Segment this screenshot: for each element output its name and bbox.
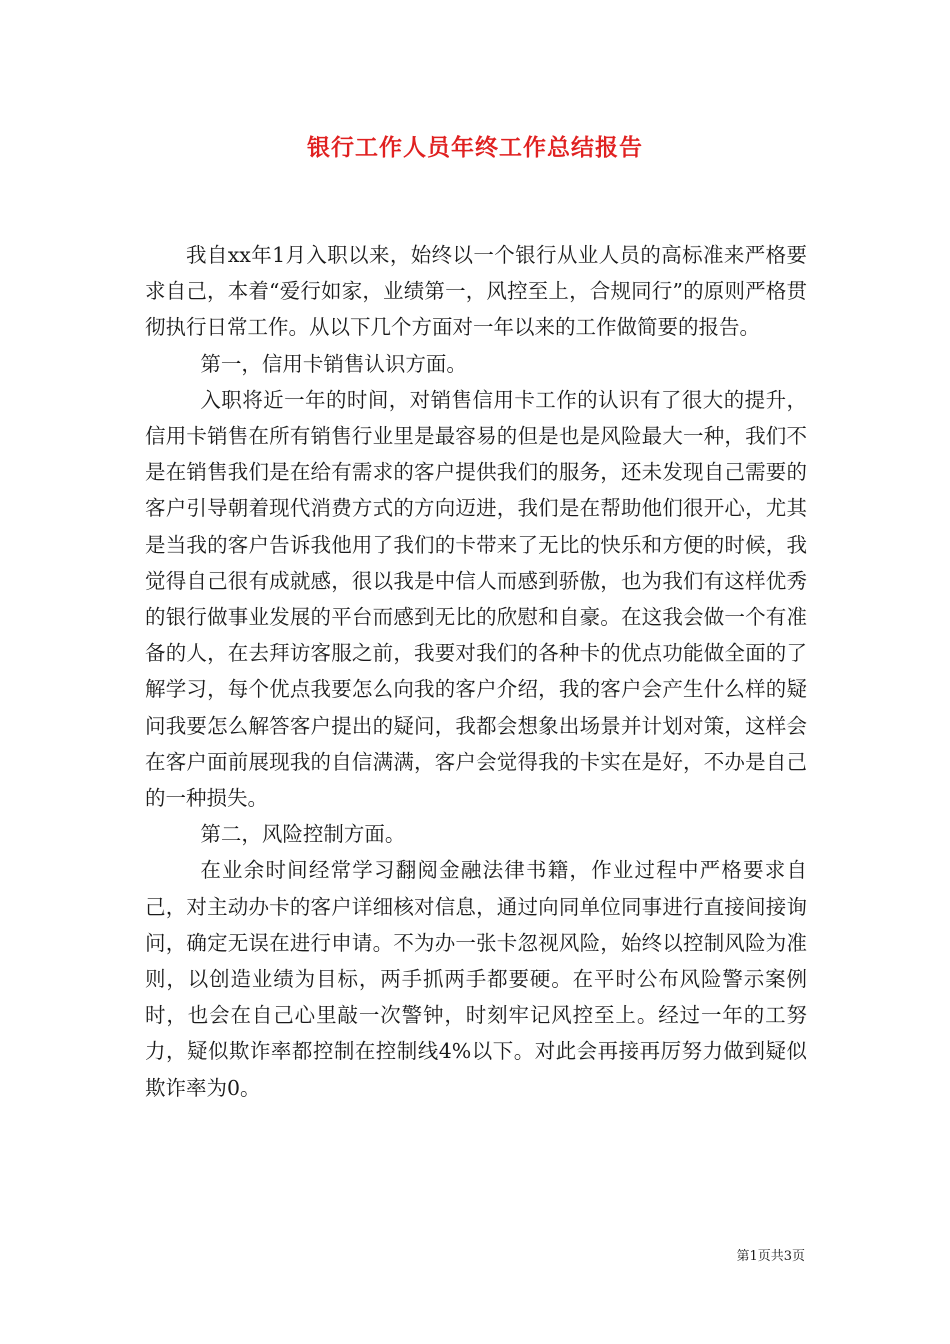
- section-heading-risk-control: 第二，风险控制方面。: [200, 822, 406, 847]
- intro-paragraph: 我自xx年1月入职以来，始终以一个银行从业人员的高标准来严格要求自己，本着“爱行如家，业绩第一，风控至上，合规同行”的原则严格贯彻执行日常工作。从以下几个方面对一年以来的工作做简要的报告。: [145, 243, 807, 340]
- page-number: 第1页共3页: [736, 1249, 805, 1264]
- risk-control-paragraph: 在业余时间经常学习翻阅金融法律书籍，作业过程中严格要求自己，对主动办卡的客户详细核对信息，通过向同单位同事进行直接间接询问，确定无误在进行申请。不为办一张卡忽视风险，始终以控制风险为准则，以创造业绩为目标，两手抓两手都要硬。在平时公布风险警示案例时，也会在自己心里敲一次警钟，时刻牢记风控至上。经过一年的工努力，疑似欺诈率都控制在控制线4%以下。对此会再接再厉努力做到疑似欺诈率为0。: [145, 858, 807, 1100]
- credit-card-paragraph: 入职将近一年的时间，对销售信用卡工作的认识有了很大的提升，信用卡销售在所有销售行业里是最容易的但是也是风险最大一种，我们不是在销售我们是在给有需求的客户提供我们的服务，还未发现自己需要的客户引导朝着现代消费方式的方向迈进，我们是在帮助他们很开心，尤其是当我的客户告诉我他用了我们的卡带来了无比的快乐和方便的时候，我觉得自己很有成就感，很以我是中信人而感到骄傲，也为我们有这样优秀的银行做事业发展的平台而感到无比的欣慰和自豪。在这我会做一个有准备的人，在去拜访客服之前，我要对我们的各种卡的优点功能做全面的了解学习，每个优点我要怎么向我的客户介绍，我的客户会产生什么样的疑问我要怎么解答客户提出的疑问，我都会想象出场景并计划对策，这样会在客户面前展现我的自信满满，客户会觉得我的卡实在是好，不办是自己的一种损失。: [145, 387, 807, 811]
- section-heading-credit-card: 第一，信用卡销售认识方面。: [200, 351, 467, 376]
- document-title: 银行工作人员年终工作总结报告: [307, 134, 643, 161]
- document-body: [145, 237, 807, 1106]
